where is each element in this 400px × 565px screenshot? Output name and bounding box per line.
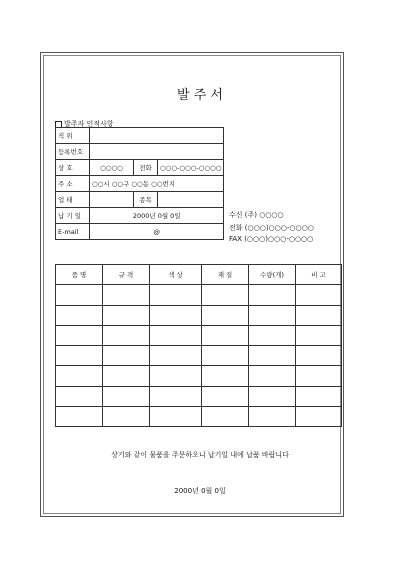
color-cell[interactable]	[150, 386, 202, 406]
item-name-cell[interactable]	[56, 285, 103, 305]
document-title: 발 주 서	[177, 88, 223, 103]
color-cell[interactable]	[150, 346, 202, 366]
recipient-fax-label: FAX	[229, 235, 242, 243]
remarks-cell[interactable]	[296, 346, 342, 366]
header-quantity: 수량(개)	[249, 265, 296, 285]
registration-row	[56, 144, 224, 160]
phone-label: 전화	[134, 160, 158, 176]
items-header-row	[56, 265, 342, 285]
item-name-cell[interactable]	[56, 407, 103, 427]
position-label: 직 위	[56, 128, 90, 144]
table-row	[56, 386, 342, 406]
recipient-fax	[229, 235, 313, 243]
business-label: 업 태	[56, 192, 90, 208]
delivery-row	[56, 208, 224, 224]
table-row	[56, 305, 342, 325]
position-field[interactable]	[90, 128, 224, 144]
recipient-fax-value: (○○○)○○○-○○○○	[244, 235, 314, 243]
spec-cell[interactable]	[103, 366, 150, 386]
item-name-cell[interactable]	[56, 346, 103, 366]
item-name-cell[interactable]	[56, 386, 103, 406]
email-label: E-mail	[56, 224, 90, 240]
material-cell[interactable]	[202, 305, 249, 325]
quantity-cell[interactable]	[249, 407, 296, 427]
table-row	[56, 346, 342, 366]
header-remarks: 비 고	[296, 265, 342, 285]
business-type-field[interactable]	[158, 192, 224, 208]
item-name-cell[interactable]	[56, 325, 103, 345]
material-cell[interactable]	[202, 366, 249, 386]
item-name-cell[interactable]	[56, 366, 103, 386]
address-row	[56, 176, 224, 192]
items-table	[55, 264, 342, 427]
color-cell[interactable]	[150, 407, 202, 427]
orderer-section-text: 발주자 인적사항	[64, 120, 114, 128]
header-material: 재 질	[202, 265, 249, 285]
email-row	[56, 224, 224, 240]
material-cell[interactable]	[202, 386, 249, 406]
recipient-phone	[229, 223, 314, 233]
table-row	[56, 407, 342, 427]
company-name-label: 상 호	[56, 160, 90, 176]
order-date: 2000년 0월 0일	[174, 487, 226, 495]
registration-field[interactable]	[90, 144, 224, 160]
spec-cell[interactable]	[103, 346, 150, 366]
registration-label: 등록번호	[56, 144, 90, 160]
header-spec: 규 격	[103, 265, 150, 285]
remarks-cell[interactable]	[296, 305, 342, 325]
remarks-cell[interactable]	[296, 366, 342, 386]
spec-cell[interactable]	[103, 407, 150, 427]
position-row	[56, 128, 224, 144]
delivery-date-field[interactable]: 2000년 0월 0일	[90, 208, 224, 224]
recipient-to-value: (주) ○○○○	[244, 211, 284, 219]
quantity-cell[interactable]	[249, 366, 296, 386]
material-cell[interactable]	[202, 407, 249, 427]
recipient-to	[229, 210, 284, 220]
quantity-cell[interactable]	[249, 386, 296, 406]
spec-cell[interactable]	[103, 285, 150, 305]
business-type-label: 종목	[134, 192, 158, 208]
quantity-cell[interactable]	[249, 346, 296, 366]
material-cell[interactable]	[202, 346, 249, 366]
material-cell[interactable]	[202, 325, 249, 345]
recipient-phone-value: (○○○)○○○-○○○○	[244, 224, 314, 232]
recipient-to-label: 수신	[229, 211, 243, 219]
table-row	[56, 325, 342, 345]
address-field[interactable]: ○○시 ○○구 ○○동 ○○번지	[90, 176, 224, 192]
recipient-phone-label: 전화	[229, 224, 243, 232]
business-row	[56, 192, 224, 208]
table-row	[56, 285, 342, 305]
item-name-cell[interactable]	[56, 305, 103, 325]
spec-cell[interactable]	[103, 386, 150, 406]
email-field[interactable]: @	[90, 224, 224, 240]
quantity-cell[interactable]	[249, 285, 296, 305]
color-cell[interactable]	[150, 366, 202, 386]
company-row	[56, 160, 224, 176]
orderer-info-table	[55, 127, 224, 240]
table-row	[56, 366, 342, 386]
color-cell[interactable]	[150, 285, 202, 305]
order-request-text: 상기와 같이 물품을 주문하오니 납기일 내에 납품 바랍니다	[111, 451, 289, 459]
delivery-date-label: 납 기 일	[56, 208, 90, 224]
spec-cell[interactable]	[103, 305, 150, 325]
color-cell[interactable]	[150, 305, 202, 325]
header-item-name: 품 명	[56, 265, 103, 285]
quantity-cell[interactable]	[249, 325, 296, 345]
remarks-cell[interactable]	[296, 285, 342, 305]
company-name-field[interactable]: ○○○○	[90, 160, 134, 176]
material-cell[interactable]	[202, 285, 249, 305]
color-cell[interactable]	[150, 325, 202, 345]
phone-field[interactable]: ○○○-○○○-○○○○	[158, 160, 224, 176]
address-label: 주 소	[56, 176, 90, 192]
spec-cell[interactable]	[103, 325, 150, 345]
header-color: 색 상	[150, 265, 202, 285]
business-field[interactable]	[90, 192, 134, 208]
remarks-cell[interactable]	[296, 325, 342, 345]
remarks-cell[interactable]	[296, 386, 342, 406]
remarks-cell[interactable]	[296, 407, 342, 427]
quantity-cell[interactable]	[249, 305, 296, 325]
